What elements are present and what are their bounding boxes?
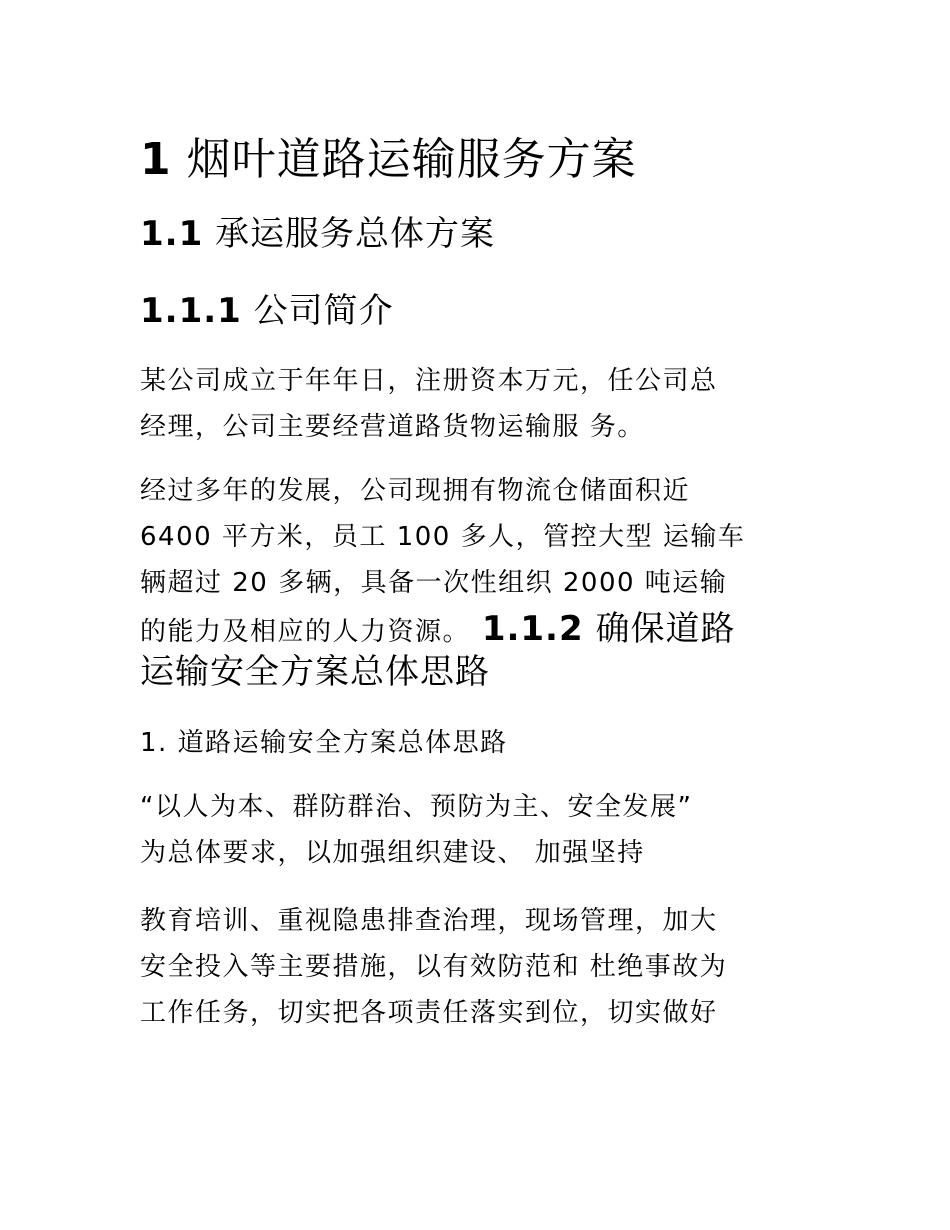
paragraph-line: 安全投入等主要措施，以有效防范和 杜绝事故为 xyxy=(140,952,728,982)
heading-text: 确保道路 xyxy=(595,609,736,649)
paragraph-line: “以人为本、群防群治、预防为主、安全发展” xyxy=(140,792,693,822)
paragraph-line: 某公司成立于年年日，注册资本万元，任公司总 xyxy=(140,366,718,396)
heading-level-2 xyxy=(140,210,495,258)
heading-text: 公司简介 xyxy=(253,291,394,331)
heading-text: 烟叶道路运输服务方案 xyxy=(186,134,637,185)
paragraph-safety-measures xyxy=(140,898,820,1036)
list-item-safety-approach xyxy=(140,720,820,766)
paragraph-line: 教育培训、重视隐患排查治理，现场管理，加大 xyxy=(140,906,718,936)
paragraph-line: 6400 平方米，员工 100 多人，管控大型 运输车 xyxy=(140,522,746,552)
heading-text: 承运服务总体方案 xyxy=(215,214,496,254)
heading-number: 1.1.2 xyxy=(481,609,584,649)
heading-level-3-company-intro xyxy=(140,287,394,335)
heading-number: 1.1.1 xyxy=(140,291,242,331)
list-item-text: 1. 道路运输安全方案总体思路 xyxy=(140,728,508,758)
paragraph-company-development xyxy=(140,468,820,655)
heading-level-1 xyxy=(140,132,637,188)
paragraph-safety-requirements xyxy=(140,784,820,876)
paragraph-line: 经过多年的发展，公司现拥有物流仓储面积近 xyxy=(140,476,691,506)
paragraph-line-text: 的能力及相应的人力资源。 xyxy=(140,617,471,647)
paragraph-company-intro xyxy=(140,358,820,450)
heading-number: 1.1 xyxy=(140,214,204,254)
heading-level-3-safety-plan xyxy=(470,609,735,649)
paragraph-line: 辆超过 20 多辆，具备一次性组织 2000 吨运输 xyxy=(140,568,728,598)
paragraph-line: 经理，公司主要经营道路货物运输服 务。 xyxy=(140,412,645,442)
heading-continuation: 运输安全方案总体思路 xyxy=(140,652,490,692)
paragraph-line: 为总体要求，以加强组织建设、 加强坚持 xyxy=(140,838,645,868)
heading-number: 1 xyxy=(140,134,172,185)
paragraph-line: 工作任务，切实把各项责任落实到位，切实做好 xyxy=(140,998,718,1028)
